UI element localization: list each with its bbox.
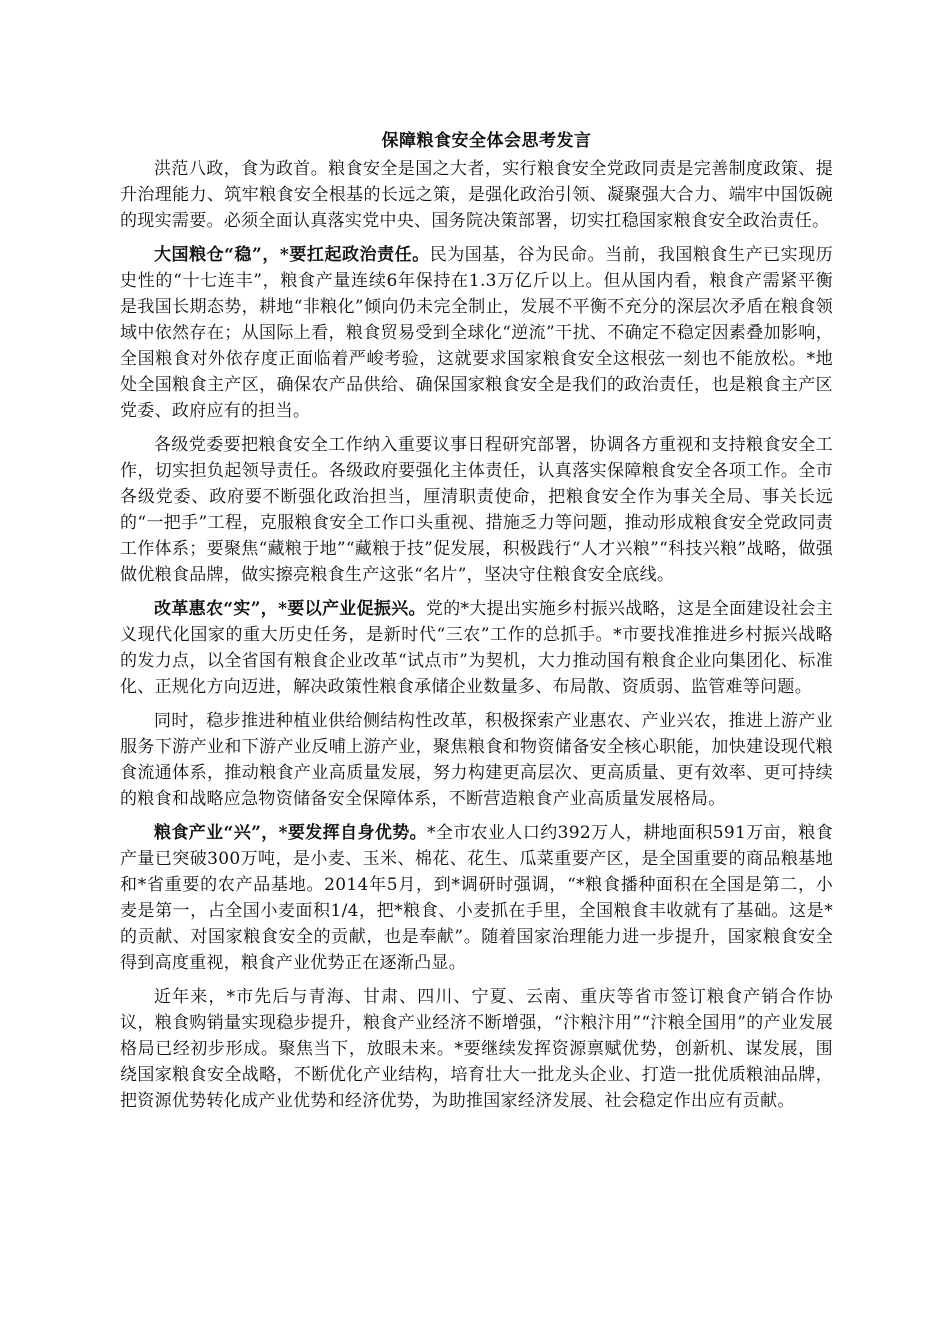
paragraph-section-3 xyxy=(120,820,833,976)
paragraph-section-2 xyxy=(120,596,833,700)
section-heading: 大国粮仓“稳”，*要扛起政治责任。 xyxy=(154,245,430,265)
paragraph-text: 近年来，*市先后与青海、甘肃、四川、宁夏、云南、重庆等省市签订粮食产销合作协议，粮食购销量实现稳步提升，粮食产业经济不断增强，“汴粮汴用”“汴粮全国用”的产业发展格局已经初步形成。聚焦当下，放眼未来。*要继续发挥资源禀赋优势，创新机、谋发展，围绕国家粮食安全战略，不断优化产业结构，培育壮大一批龙头企业、打造一批优质粮油品牌，把资源优势转化成产业优势和经济优势，为助推国家经济发展、社会稳定作出应有贡献。 xyxy=(120,987,833,1111)
section-heading: 粮食产业“兴”，*要发挥自身优势。 xyxy=(154,823,427,843)
paragraph-text: 党的*大提出实施乡村振兴战略，这是全面建设社会主义现代化国家的重大历史任务，是新时代“三农”工作的总抓手。*市要找准推进乡村振兴战略的发力点，以全省国有粮食企业改革“试点市”为契机，大力推动国有粮食企业向集团化、标准化、正规化方向迈进，解决政策性粮食承储企业数量多、布局散、资质弱、监管难等问题。 xyxy=(120,599,834,697)
paragraph-text: *全市农业人口约392万人，耕地面积591万亩，粮食产量已突破300万吨，是小麦、玉米、棉花、花生、瓜菜重要产区，是全国重要的商品粮基地和*省重要的农产品基地。2014年5月，到*调研时强调，“*粮食播种面积在全国是第二，小麦是第一，占全国小麦面积1/4，把*粮食、小麦抓在手里，全国粮食丰收就有了基础。这是*的贡献、对国家粮食安全的贡献，也是奉献”。随着国家治理能力进一步提升，国家粮食安全得到高度重视，粮食产业优势正在逐渐凸显。 xyxy=(120,823,833,973)
paragraph-section-1 xyxy=(120,242,833,424)
paragraph-section-1-cont xyxy=(120,432,833,588)
paragraph-section-2-cont xyxy=(120,708,833,812)
document-title: 保障粮食安全体会思考发言 xyxy=(381,131,592,151)
paragraph-text: 民为国基，谷为民命。当前，我国粮食生产已实现历史性的“十七连丰”，粮食产量连续6年保持在1.3万亿斤以上。但从国内看，粮食产需紧平衡是我国长期态势，耕地“非粮化”倾向仍未完全制止，发展不平衡不充分的深层次矛盾在粮食领域中依然存在；从国际上看，粮食贸易受到全球化“逆流”干扰、不确定不稳定因素叠加影响，全国粮食对外依存度正面临着严峻考验，这就要求国家粮食安全这根弦一刻也不能放松。*地处全国粮食主产区，确保农产品供给、确保国家粮食安全是我们的政治责任，也是粮食主产区党委、政府应有的担当。 xyxy=(120,245,834,421)
paragraph-section-3-cont xyxy=(120,984,833,1114)
paragraph-text: 同时，稳步推进种植业供给侧结构性改革，积极探索产业惠农、产业兴农，推进上游产业服务下游产业和下游产业反哺上游产业，聚焦粮食和物资储备安全核心职能，加快建设现代粮食流通体系，推动粮食产业高质量发展，努力构建更高层次、更高质量、更有效率、更可持续的粮食和战略应急物资储备安全保障体系，不断营造粮食产业高质量发展格局。 xyxy=(120,711,833,809)
document-body xyxy=(120,128,833,1114)
section-heading: 改革惠农“实”，*要以产业促振兴。 xyxy=(154,599,426,619)
paragraph-text: 各级党委要把粮食安全工作纳入重要议事日程研究部署，协调各方重视和支持粮食安全工作，切实担负起领导责任。各级政府要强化主体责任，认真落实保障粮食安全各项工作。全市各级党委、政府要不断强化政治担当，厘清职责使命，把粮食安全作为事关全局、事关长远的“一把手”工程，克服粮食安全工作口头重视、措施乏力等问题，推动形成粮食安全党政同责工作体系；要聚焦“藏粮于地”“藏粮于技”促发展，积极践行“人才兴粮”“科技兴粮”战略，做强做优粮食品牌，做实擦亮粮食生产这张“名片”，坚决守住粮食安全底线。 xyxy=(120,435,833,585)
paragraph-intro xyxy=(120,156,833,234)
paragraph-text: 洪范八政，食为政首。粮食安全是国之大者，实行粮食安全党政同责是完善制度政策、提升治理能力、筑牢粮食安全根基的长远之策，是强化政治引领、凝聚强大合力、端牢中国饭碗的现实需要。必须全面认真落实党中央、国务院决策部署，切实扛稳国家粮食安全政治责任。 xyxy=(120,159,833,231)
